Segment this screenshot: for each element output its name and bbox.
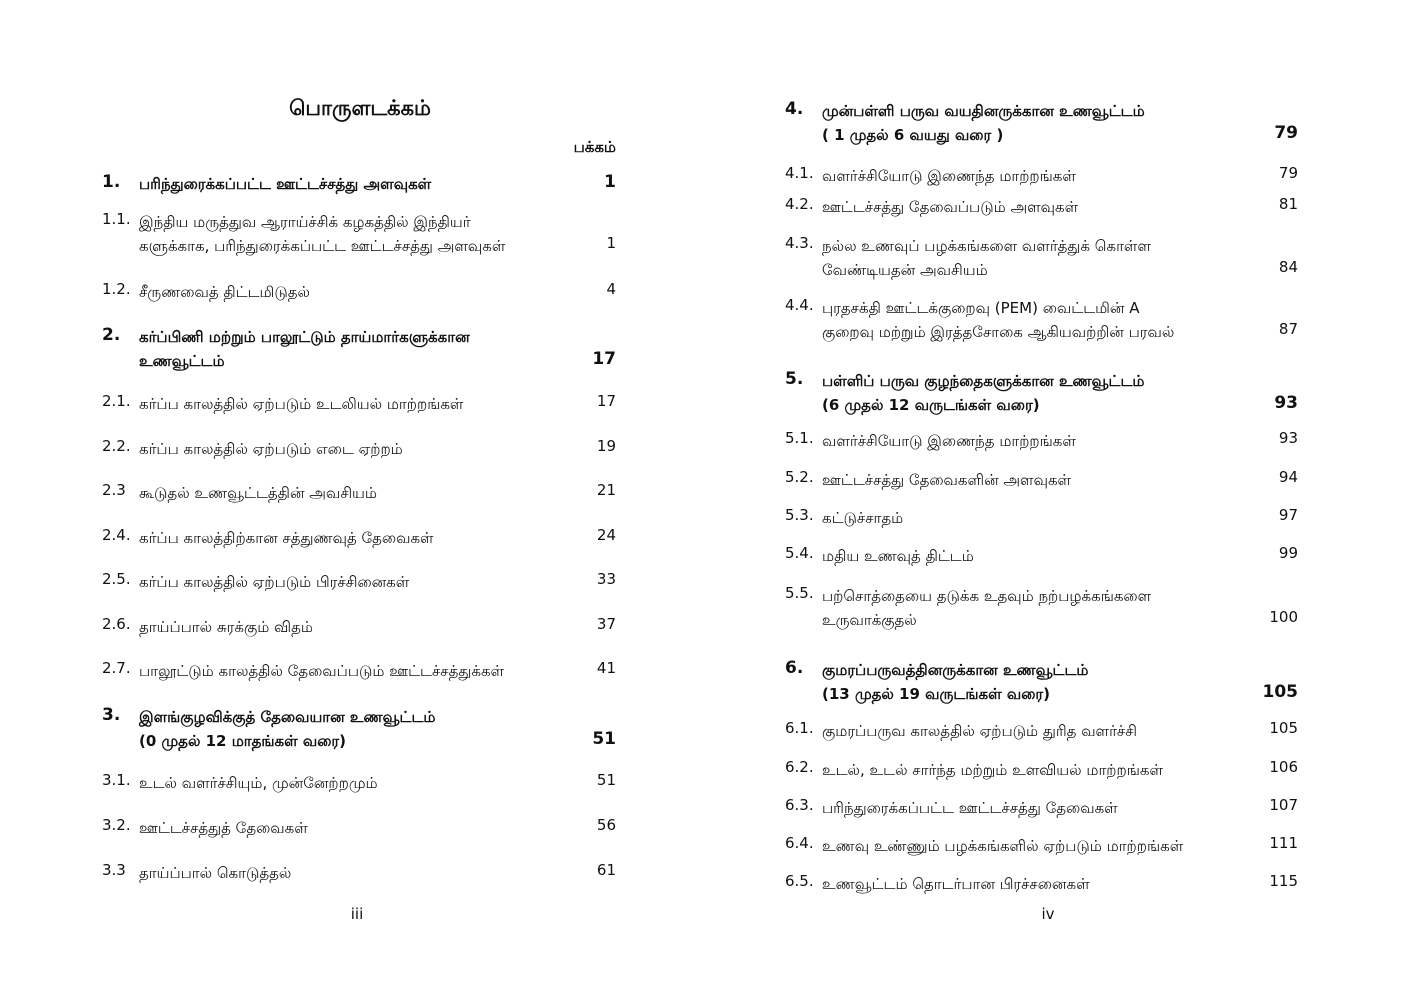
toc-text <box>822 834 1242 858</box>
toc-page-number: 51 <box>592 729 616 749</box>
toc-text-line: இளங்குழவிக்குத் தேவையான உணவூட்டம் <box>139 708 436 726</box>
toc-page-number: 99 <box>1278 544 1298 562</box>
toc-text-line: ஊட்டச்சத்து தேவைகளின் அளவுகள் <box>822 471 1072 489</box>
toc-number: 3.3 <box>102 861 126 879</box>
toc-text-line: வளர்ச்சியோடு இணைந்த மாற்றங்கள் <box>822 167 1076 185</box>
toc-text <box>139 570 559 594</box>
toc-text-line: உடல் வளர்ச்சியும், முன்னேற்றமும் <box>139 774 378 792</box>
toc-text <box>822 369 1242 417</box>
toc-text <box>139 816 559 840</box>
toc-page-number: 115 <box>1269 872 1298 890</box>
toc-text-line: தாய்ப்பால் கொடுத்தல் <box>139 864 292 882</box>
toc-text <box>822 796 1242 820</box>
toc-number: 6.4. <box>785 834 814 852</box>
toc-text-line: ஊட்டச்சத்து தேவைப்படும் அளவுகள் <box>822 198 1079 216</box>
toc-text-line: பற்சொத்தையை தடுக்க உதவும் நற்பழக்கங்களை <box>822 587 1152 605</box>
toc-text-line: கர்ப்ப காலத்தில் ஏற்படும் உடலியல் மாற்றங்கள் <box>139 395 464 413</box>
toc-page-number: 1 <box>606 234 616 252</box>
toc-text-line: (13 முதல் 19 வருடங்கள் வரை) <box>822 685 1050 703</box>
toc-text-line: (0 முதல் 12 மாதங்கள் வரை) <box>139 732 347 750</box>
right-page <box>783 0 1300 992</box>
toc-page-number: 100 <box>1269 608 1298 626</box>
toc-number: 4.4. <box>785 296 814 314</box>
toc-text <box>139 392 559 416</box>
toc-page-number: 87 <box>1278 320 1298 338</box>
toc-text-line: பரிந்துரைக்கப்பட்ட ஊட்டச்சத்து அளவுகள் <box>139 175 432 193</box>
toc-number: 2.7. <box>102 659 131 677</box>
toc-page-number: 24 <box>596 526 616 544</box>
toc-title: பொருளடக்கம் <box>289 95 431 120</box>
toc-number: 3.1. <box>102 771 131 789</box>
toc-text-line: கர்ப்ப காலத்தில் ஏற்படும் பிரச்சினைகள் <box>139 573 410 591</box>
toc-number: 6.1. <box>785 719 814 737</box>
toc-text <box>822 544 1242 568</box>
toc-number: 6.2. <box>785 758 814 776</box>
toc-text <box>822 506 1242 530</box>
toc-number: 6.5. <box>785 872 814 890</box>
toc-text-line: பாலூட்டும் காலத்தில் தேவைப்படும் ஊட்டச்சத்துக்கள் <box>139 662 505 680</box>
toc-page-number: 81 <box>1278 195 1298 213</box>
toc-text <box>822 719 1242 743</box>
toc-page-number: 19 <box>596 437 616 455</box>
toc-text-line: உணவூட்டம் தொடர்பான பிரச்சனைகள் <box>822 875 1090 893</box>
toc-text <box>822 758 1242 782</box>
page-column-header: பக்கம் <box>573 138 616 156</box>
toc-number: 4.2. <box>785 195 814 213</box>
toc-number: 6. <box>785 658 804 678</box>
toc-number: 2.5. <box>102 570 131 588</box>
toc-text <box>822 296 1242 344</box>
toc-text <box>139 771 559 795</box>
toc-text-line: ஊட்டச்சத்துத் தேவைகள் <box>139 819 308 837</box>
toc-number: 5.3. <box>785 506 814 524</box>
toc-page-number: 33 <box>596 570 616 588</box>
toc-page-number: 56 <box>596 816 616 834</box>
toc-text-line: உருவாக்குதல் <box>822 611 917 629</box>
toc-text-line: கூடுதல் உணவூட்டத்தின் அவசியம் <box>139 484 377 502</box>
toc-text <box>822 164 1242 188</box>
toc-text-line: களுக்காக, பரிந்துரைக்கப்பட்ட ஊட்டச்சத்து அளவுகள் <box>139 237 506 255</box>
toc-text-line: நல்ல உணவுப் பழக்கங்களை வளர்த்துக் கொள்ள <box>822 237 1151 255</box>
toc-page-number: 17 <box>592 349 616 369</box>
toc-page-number: 93 <box>1278 429 1298 447</box>
toc-number: 5. <box>785 369 804 389</box>
toc-number: 2.3 <box>102 481 126 499</box>
toc-number: 2.2. <box>102 437 131 455</box>
toc-number: 2.6. <box>102 615 131 633</box>
toc-page-number: 106 <box>1269 758 1298 776</box>
toc-text-line: உணவு உண்ணும் பழக்கங்களில் ஏற்படும் மாற்றங்கள் <box>822 837 1184 855</box>
toc-page-number: 79 <box>1274 123 1298 143</box>
toc-text-line: கர்ப்ப காலத்திற்கான சத்துணவுத் தேவைகள் <box>139 529 434 547</box>
toc-text-line: குமரப்பருவத்தினருக்கான உணவூட்டம் <box>822 661 1089 679</box>
toc-text-line: மதிய உணவுத் திட்டம் <box>822 547 974 565</box>
toc-text-line: கர்ப்பிணி மற்றும் பாலூட்டும் தாய்மார்களுக்கான <box>139 328 470 346</box>
toc-text <box>822 658 1242 706</box>
folio-right: iv <box>1041 905 1055 923</box>
toc-page-number: 84 <box>1278 258 1298 276</box>
toc-text-line: சீருணவைத் திட்டமிடுதல் <box>139 283 310 301</box>
toc-text <box>139 210 559 258</box>
toc-text-line: உணவூட்டம் <box>139 352 225 370</box>
toc-text-line: வேண்டியதன் அவசியம் <box>822 261 988 279</box>
toc-text <box>139 172 559 196</box>
toc-text-line: கட்டுச்சாதம் <box>822 509 904 527</box>
toc-text <box>139 615 559 639</box>
toc-text <box>822 468 1242 492</box>
toc-text-line: தாய்ப்பால் சுரக்கும் விதம் <box>139 618 313 636</box>
left-page <box>100 0 618 992</box>
toc-text <box>139 280 559 304</box>
toc-page-number: 94 <box>1278 468 1298 486</box>
toc-number: 4.3. <box>785 234 814 252</box>
toc-number: 2.1. <box>102 392 131 410</box>
toc-number: 4.1. <box>785 164 814 182</box>
toc-page-number: 1 <box>604 172 616 192</box>
toc-page-number: 111 <box>1269 834 1298 852</box>
toc-text-line: வளர்ச்சியோடு இணைந்த மாற்றங்கள் <box>822 432 1076 450</box>
toc-text <box>139 526 559 550</box>
toc-number: 5.5. <box>785 584 814 602</box>
toc-number: 2. <box>102 325 121 345</box>
toc-text <box>822 195 1242 219</box>
toc-text-line: குறைவு மற்றும் இரத்தசோகை ஆகியவற்றின் பரவல் <box>822 323 1175 341</box>
toc-text-line: கர்ப்ப காலத்தில் ஏற்படும் எடை ஏற்றம் <box>139 440 403 458</box>
toc-number: 4. <box>785 99 804 119</box>
toc-number: 3.2. <box>102 816 131 834</box>
toc-number: 5.2. <box>785 468 814 486</box>
toc-text-line: பள்ளிப் பருவ குழந்தைகளுக்கான உணவூட்டம் <box>822 372 1145 390</box>
toc-page-number: 105 <box>1269 719 1298 737</box>
toc-number: 1. <box>102 172 121 192</box>
toc-text <box>822 234 1242 282</box>
toc-text <box>139 659 559 683</box>
toc-number: 1.2. <box>102 280 131 298</box>
toc-text <box>822 429 1242 453</box>
toc-text-line: குமரப்பருவ காலத்தில் ஏற்படும் துரித வளர்ச்சி <box>822 722 1137 740</box>
toc-text-line: பரிந்துரைக்கப்பட்ட ஊட்டச்சத்து தேவைகள் <box>822 799 1118 817</box>
toc-number: 2.4. <box>102 526 131 544</box>
folio-left: iii <box>350 905 364 923</box>
toc-page-number: 61 <box>596 861 616 879</box>
toc-text <box>822 584 1242 632</box>
toc-page-number: 37 <box>596 615 616 633</box>
toc-text <box>139 325 559 373</box>
toc-number: 5.4. <box>785 544 814 562</box>
toc-page-number: 97 <box>1278 506 1298 524</box>
toc-text <box>139 705 559 753</box>
toc-page-number: 107 <box>1269 796 1298 814</box>
toc-page-number: 93 <box>1274 393 1298 413</box>
toc-number: 6.3. <box>785 796 814 814</box>
toc-page-number: 4 <box>606 280 616 298</box>
toc-number: 5.1. <box>785 429 814 447</box>
toc-text <box>139 481 559 505</box>
toc-page-number: 51 <box>596 771 616 789</box>
toc-text-line: முன்பள்ளி பருவ வயதினருக்கான உணவூட்டம் <box>822 102 1145 120</box>
toc-text <box>822 872 1242 896</box>
toc-text <box>139 861 559 885</box>
toc-text <box>822 99 1242 147</box>
toc-text-line: ( 1 முதல் 6 வயது வரை ) <box>822 126 1004 144</box>
toc-page-number: 105 <box>1262 682 1298 702</box>
toc-text-line: புரதசக்தி ஊட்டக்குறைவு (PEM) வைட்டமின் A <box>822 299 1140 317</box>
toc-page-number: 79 <box>1278 164 1298 182</box>
toc-page-number: 21 <box>596 481 616 499</box>
toc-page-number: 41 <box>596 659 616 677</box>
toc-text-line: இந்திய மருத்துவ ஆராய்ச்சிக் கழகத்தில் இந்தியர் <box>139 213 471 231</box>
toc-text-line: உடல், உடல் சார்ந்த மற்றும் உளவியல் மாற்றங்கள் <box>822 761 1163 779</box>
toc-text <box>139 437 559 461</box>
toc-number: 3. <box>102 705 121 725</box>
toc-number: 1.1. <box>102 210 131 228</box>
toc-text-line: (6 முதல் 12 வருடங்கள் வரை) <box>822 396 1040 414</box>
toc-page-number: 17 <box>596 392 616 410</box>
